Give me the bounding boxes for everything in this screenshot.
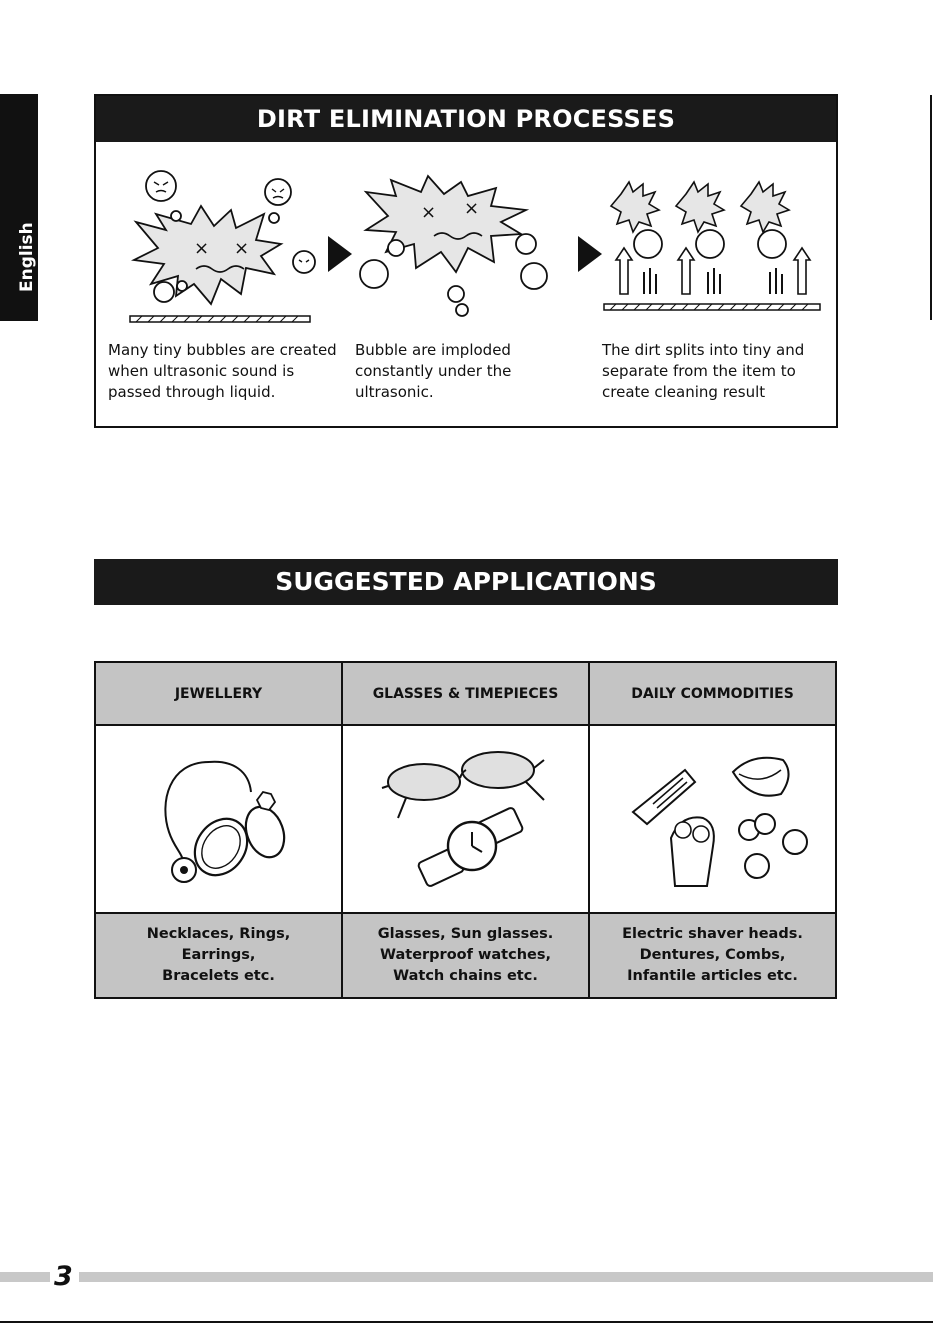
description-line: Earrings, xyxy=(181,947,256,963)
jewellery-icon xyxy=(139,742,299,892)
step-line: Bubble are imploded xyxy=(355,341,511,359)
dirt-particle-icon xyxy=(611,182,789,232)
description-line: Electric shaver heads. xyxy=(622,926,803,942)
page-number: 3 xyxy=(50,1260,79,1294)
table-image-row xyxy=(95,725,836,913)
column-header-commodities: DAILY COMMODITIES xyxy=(589,662,836,725)
description-line: Necklaces, Rings, xyxy=(146,926,291,942)
commodities-cell xyxy=(589,725,836,913)
step-line: passed through liquid. xyxy=(108,383,276,401)
jewellery-description xyxy=(95,913,342,998)
svg-text:×: × xyxy=(421,202,437,223)
jewellery-cell xyxy=(95,725,342,913)
step-2-description xyxy=(355,340,585,403)
step-arrow-icon xyxy=(578,236,602,272)
glasses-description xyxy=(342,913,589,998)
language-tab-label: English xyxy=(17,222,37,292)
applications-title: SUGGESTED APPLICATIONS xyxy=(94,559,838,605)
applications-table xyxy=(94,661,837,999)
commodities-description xyxy=(589,913,836,998)
column-header-jewellery: JEWELLERY xyxy=(95,662,342,725)
table-header-row xyxy=(95,662,836,725)
dirt-elimination-title: DIRT ELIMINATION PROCESSES xyxy=(96,96,836,142)
dirt-blob-icon xyxy=(366,176,526,272)
column-header-glasses: GLASSES & TIMEPIECES xyxy=(342,662,589,725)
svg-text:×: × xyxy=(234,238,250,259)
description-line: Watch chains etc. xyxy=(393,968,538,984)
description-line: Dentures, Combs, xyxy=(639,947,786,963)
step-3-description xyxy=(602,340,832,403)
shaver-comb-dentures-icon xyxy=(613,742,813,892)
motion-lines-icon xyxy=(644,268,782,294)
step-line: ultrasonic. xyxy=(355,383,434,401)
bottom-rule xyxy=(0,1321,933,1323)
description-line: Bracelets etc. xyxy=(162,968,275,984)
step-line: Many tiny bubbles are created xyxy=(108,341,337,359)
svg-text:×: × xyxy=(194,238,210,259)
step-line: create cleaning result xyxy=(602,383,766,401)
right-edge-rule xyxy=(930,95,932,320)
footer-bar xyxy=(0,1272,933,1282)
dirt-elimination-panel xyxy=(94,94,838,428)
glasses-cell xyxy=(342,725,589,913)
step-line: separate from the item to xyxy=(602,362,796,380)
description-line: Infantile articles etc. xyxy=(627,968,798,984)
step-line: constantly under the xyxy=(355,362,512,380)
bubble-icon xyxy=(634,230,786,258)
step-1-description xyxy=(108,340,338,403)
dirt-elimination-illustration xyxy=(96,144,836,334)
step-line: The dirt splits into tiny and xyxy=(602,341,805,359)
svg-text:×: × xyxy=(464,198,480,219)
step-line: when ultrasonic sound is xyxy=(108,362,295,380)
table-description-row xyxy=(95,913,836,998)
description-line: Waterproof watches, xyxy=(380,947,551,963)
language-tab xyxy=(0,94,38,321)
glasses-watch-icon xyxy=(376,742,556,892)
step-arrow-icon xyxy=(328,236,352,272)
description-line: Glasses, Sun glasses. xyxy=(377,926,554,942)
